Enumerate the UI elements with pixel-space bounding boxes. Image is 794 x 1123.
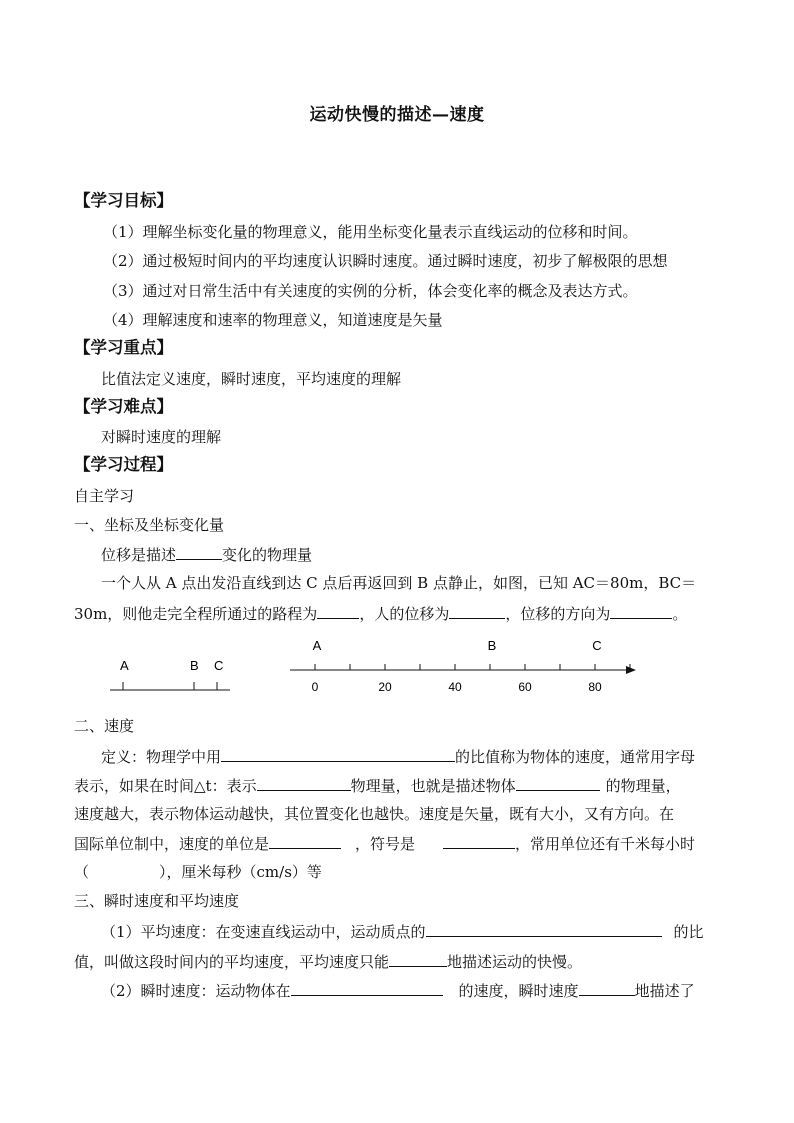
- part3-text: （1）平均速度：在变速直线运动中，运动质点的: [101, 923, 426, 941]
- answer-blank[interactable]: [516, 775, 600, 791]
- answer-blank[interactable]: [176, 544, 222, 560]
- answer-blank[interactable]: [579, 980, 635, 996]
- axis-tick-label: 0: [311, 680, 319, 694]
- part3-text: 值，叫做这段时间内的平均速度，平均速度只能: [74, 953, 390, 971]
- part3-line1: [101, 921, 704, 942]
- part2-text: 的物理量，: [605, 777, 681, 795]
- part2-text: ），厘米每秒（cm/s）等: [159, 863, 322, 881]
- point-label-a: A: [312, 638, 322, 653]
- difficulty-heading: 【学习难点】: [74, 397, 173, 416]
- part2-line5: [74, 862, 322, 882]
- answer-blank[interactable]: [443, 833, 515, 849]
- part2-text: 物理量，也就是描述物体: [350, 777, 516, 795]
- part3-text: （2）瞬时速度：运动物体在: [101, 982, 291, 1000]
- part3-text: 的速度，瞬时速度: [458, 982, 579, 1000]
- goal-item: （1）理解坐标变化量的物理意义，能用坐标变化量表示直线运动的位移和时间。: [103, 223, 638, 241]
- goal-item: （3）通过对日常生活中有关速度的实例的分析，体会变化率的概念及表达方式。: [103, 282, 638, 300]
- part1-line1: [101, 544, 312, 565]
- goals-heading: 【学习目标】: [74, 191, 173, 210]
- axis-tick-label: 40: [448, 680, 462, 694]
- axis-arrow: [626, 666, 636, 674]
- answer-blank[interactable]: [426, 921, 662, 937]
- part2-text: ，符号是: [355, 835, 416, 853]
- goal-item: （4）理解速度和速率的物理意义，知道速度是矢量: [103, 311, 443, 329]
- part1-line3: [74, 603, 687, 624]
- part1-line3-a: 30m，则他走完全程所通过的路程为: [74, 605, 318, 623]
- part1-line3-b: ，人的位移为: [359, 605, 450, 623]
- part2-line4: [74, 833, 695, 854]
- part3-text: 的比: [673, 923, 704, 941]
- part3-line2: [74, 951, 582, 972]
- key-heading: 【学习重点】: [74, 338, 173, 357]
- part2-text: 定义：物理学中用: [101, 748, 222, 766]
- left-label-a: A: [120, 658, 129, 673]
- part2-text: 国际单位制中，速度的单位是: [74, 835, 270, 853]
- part2-heading: 二、速度: [74, 717, 135, 735]
- process-heading: 【学习过程】: [74, 455, 173, 474]
- part1-heading: 一、坐标及坐标变化量: [74, 516, 225, 534]
- answer-blank[interactable]: [449, 603, 505, 619]
- point-label-b: B: [487, 638, 497, 653]
- goal-item: （2）通过极短时间内的平均速度认识瞬时速度。通过瞬时速度，初步了解极限的思想: [103, 252, 668, 270]
- answer-blank[interactable]: [221, 746, 455, 762]
- axis-tick-label: 60: [518, 680, 532, 694]
- part1-line3-c: ，位移的方向为: [505, 605, 611, 623]
- part2-text: 的比值称为物体的速度，通常用字母: [455, 748, 696, 766]
- part3-text: 地描述运动的快慢。: [447, 953, 583, 971]
- part1-line2: 一个人从 A 点出发沿直线到达 C 点后再返回到 B 点静止，如图，已知 AC＝80m，BC＝: [101, 574, 697, 592]
- part2-text: 表示，如果在时间△t：表示: [74, 777, 257, 795]
- part2-text: ，常用单位还有千米每小时: [515, 835, 696, 853]
- key-text: 比值法定义速度，瞬时速度，平均速度的理解: [101, 370, 402, 388]
- axis-minor-ticks: [315, 664, 630, 670]
- page-title: 运动快慢的描述—速度: [309, 105, 485, 125]
- axis-tick-label: 20: [378, 680, 392, 694]
- answer-blank[interactable]: [317, 603, 359, 619]
- difficulty-text: 对瞬时速度的理解: [101, 428, 222, 446]
- left-label-b: B: [190, 658, 199, 673]
- answer-blank[interactable]: [269, 833, 341, 849]
- motion-diagram: [0, 630, 794, 710]
- part2-text: （: [74, 863, 90, 881]
- part1-line3-d: 。: [672, 605, 688, 623]
- part3-heading: 三、瞬时速度和平均速度: [74, 892, 240, 910]
- answer-blank[interactable]: [610, 603, 672, 619]
- part1-line1-a: 位移是描述: [101, 546, 177, 564]
- self-study-label: 自主学习: [74, 487, 135, 505]
- left-label-c: C: [214, 658, 224, 673]
- part2-line1: [101, 746, 695, 767]
- answer-blank[interactable]: [389, 951, 447, 967]
- part2-line3: 速度越大，表示物体运动越快，其位置变化也越快。速度是矢量，既有大小，又有方向。在: [74, 805, 675, 823]
- axis-labels: [312, 680, 602, 694]
- axis-tick-label: 80: [588, 680, 602, 694]
- point-label-c: C: [592, 638, 602, 653]
- answer-blank[interactable]: [257, 775, 351, 791]
- part2-line2: [74, 775, 681, 796]
- part3-text: 地描述了: [634, 982, 695, 1000]
- part3-line3: [101, 980, 695, 1001]
- part1-line1-b: 变化的物理量: [222, 546, 313, 564]
- answer-blank[interactable]: [291, 980, 443, 996]
